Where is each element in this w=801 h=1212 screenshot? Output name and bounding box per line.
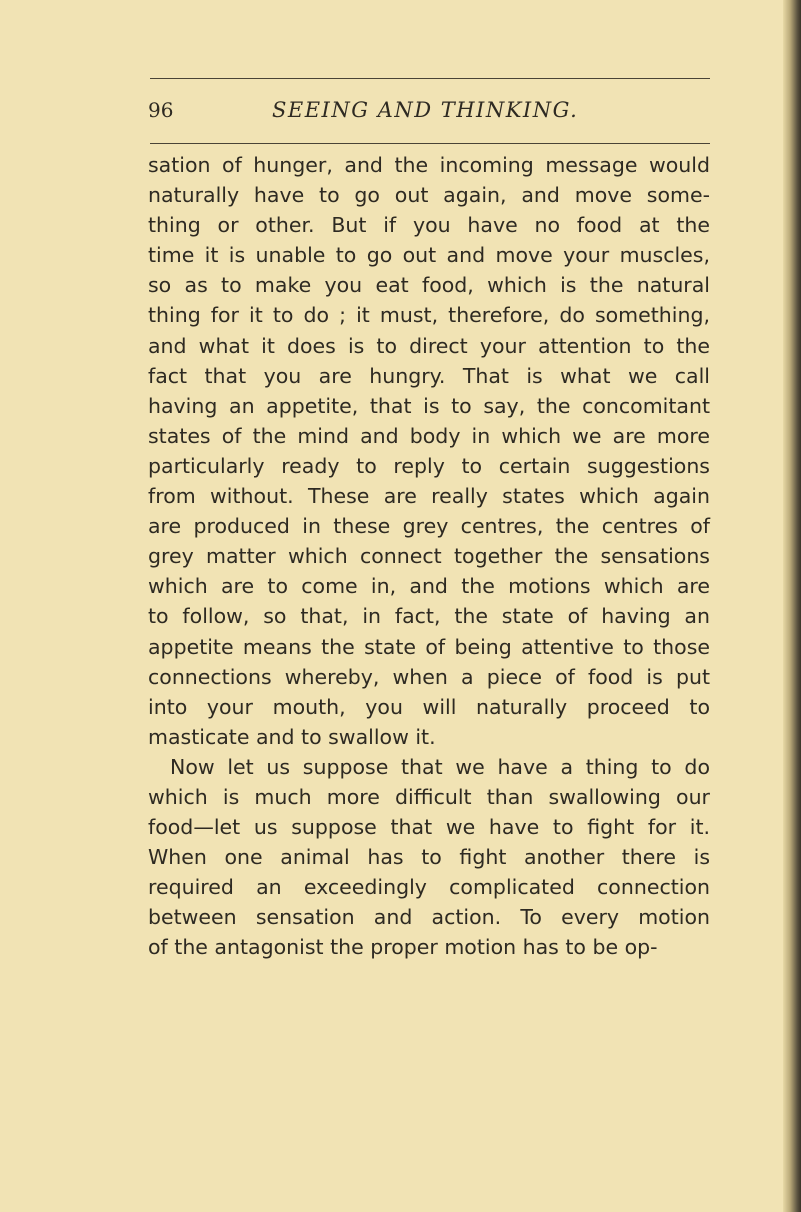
running-title: SEEING AND THINKING. — [272, 98, 579, 122]
text-line: so as to make you eat food, which is the natural — [148, 273, 710, 298]
text-line: appetite means the state of being attentive to those — [148, 634, 710, 659]
text-line: fact that you are hungry. That is what we call — [148, 363, 710, 388]
text-line: time it is unable to go out and move your muscles, — [148, 243, 710, 268]
text-line: and what it does is to direct your attention to the — [148, 333, 710, 358]
text-line: which is much more difficult than swallowing our — [148, 784, 710, 809]
text-line: sation of hunger, and the incoming message would — [148, 153, 710, 177]
text-line: having an appetite, that is to say, the concomitant — [148, 393, 710, 418]
text-line: are produced in these grey centres, the centres of — [148, 514, 710, 539]
text-line: masticate and to swallow it. — [148, 724, 436, 749]
text-line: which are to come in, and the motions which are — [148, 574, 710, 599]
text-line: thing or other. But if you have no food at the — [148, 213, 710, 238]
text-line: grey matter which connect together the sensations — [148, 544, 710, 569]
text-line: food—let us suppose that we have to fight for it. — [148, 815, 710, 840]
text-line: When one animal has to fight another there is — [148, 845, 710, 870]
text-line: to follow, so that, in fact, the state of having an — [148, 604, 710, 629]
page-number: 96 — [148, 98, 174, 122]
text-line: naturally have to go out again, and move some- — [148, 183, 710, 208]
text-line: states of the mind and body in which we are more — [148, 423, 710, 448]
text-line: thing for it to do ; it must, therefore, do something, — [148, 303, 710, 328]
header-rule-top — [150, 78, 710, 79]
book-edge — [783, 0, 801, 1212]
text-line: from without. These are really states which again — [148, 484, 710, 509]
text-line: of the antagonist the proper motion has to be op- — [148, 935, 658, 960]
text-line: between sensation and action. To every motion — [148, 905, 710, 930]
body-text — [148, 150, 710, 963]
text-line: connections whereby, when a piece of food is put — [148, 664, 710, 689]
text-line: required an exceedingly complicated connection — [148, 875, 710, 900]
text-line: particularly ready to reply to certain suggestions — [148, 453, 710, 478]
header-rule-bottom — [150, 143, 710, 144]
text-line: into your mouth, you will naturally proceed to — [148, 694, 710, 719]
text-line: Now let us suppose that we have a thing to do — [170, 754, 710, 779]
